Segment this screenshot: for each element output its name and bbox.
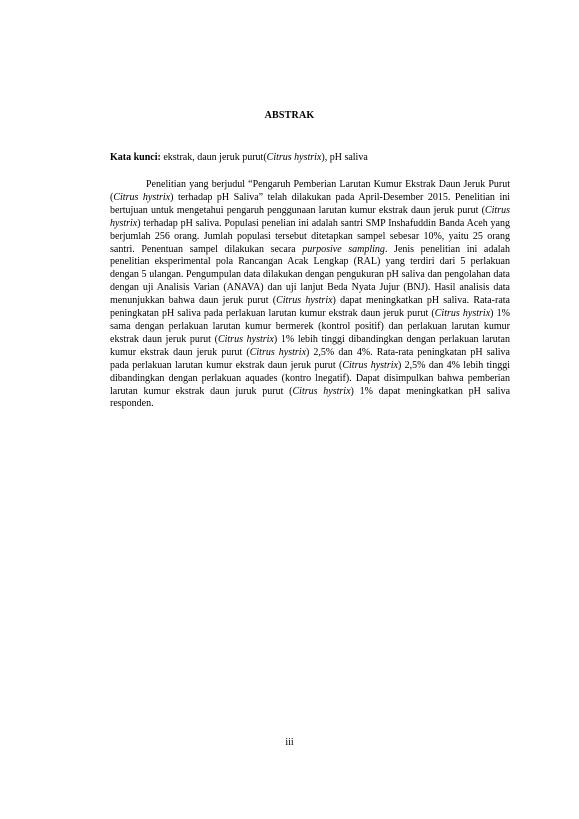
abstract-text-run: ) 1% sama dengan perlakuan larutan kumur bermerek (kontrol positif) dan perlakuan larutan kumur ekstrak daun jeruk purut (	[110, 308, 510, 345]
abstract-text-run: ) 2,5% dan 4%. Rata-rata peningkatan pH saliva pada perlakuan larutan kumur ekstrak daun jeruk purut (	[110, 346, 510, 371]
abstract-italic-term: Citrus hystrix	[292, 385, 351, 397]
abstract-italic-term: Citrus hystrix	[434, 308, 491, 320]
abstract-text-run: ) 1% dapat meningkatkan pH saliva responden.	[110, 385, 511, 410]
abstract-italic-term: Citrus hystrix	[110, 204, 510, 229]
abstract-italic-term: Citrus hystrix	[276, 295, 333, 307]
page-title: ABSTRAK	[264, 110, 315, 121]
abstract-text-run: ) dapat meningkatkan pH saliva. Rata-rata peningkatan pH saliva pada perlakuan larutan kumur ekstrak daun jeruk purut (	[110, 295, 510, 320]
abstract-text-run: Penelitian yang berjudul “Pengaruh Pemberian Larutan Kumur Ekstrak Daun Jeruk Purut (	[110, 179, 510, 203]
abstract-text-run: ) terhadap pH Saliva” telah dilakukan pada April-Desember 2015. Penelitian ini bertujuan untuk mengetahui pengaruh penggunaan larutan kumur ekstrak daun jeruk purut (	[110, 191, 511, 216]
abstract-text-run: ) 1% lebih tinggi dibandingkan dengan perlakuan larutan kumur ekstrak daun jeruk purut (	[110, 333, 510, 358]
abstract-italic-term: Citrus hystrix	[342, 359, 398, 371]
keywords-line	[110, 151, 510, 164]
keywords-label: Kata kunci:	[110, 152, 161, 163]
keywords-italic-term: Citrus hystrix	[266, 152, 322, 163]
abstract-text-run: . Jenis penelitian ini adalah penelitian eksperimental pola Rancangan Acak Lengkap (RAL) yang terdiri dari 5 perlakuan dengan 5 ulangan. Pengumpulan data dilakukan dengan pengukuran pH saliva dan pengolahan data dengan uji Analisis Varian (ANAVA) dan uji lanjut Beda Nyata Jujur (BNJ). Hasil analisis data menunjukkan bahwa daun jeruk purut (	[110, 243, 510, 307]
abstract-text-run: ) terhadap pH saliva. Populasi penelian ini adalah santri SMP Inshafuddin Banda Aceh yang berjumlah 256 orang. Jumlah populasi tersebut ditetapkan sampel sebesar 10%, yaitu 25 orang santri. Penentuan sampel dilakukan secara	[110, 217, 510, 255]
abstract-italic-term: Citrus hystrix	[113, 191, 171, 203]
keywords-text-run: ekstrak, daun jeruk purut(	[160, 152, 267, 163]
abstract-italic-term: Citrus hystrix	[217, 333, 274, 345]
abstract-italic-term: purposive sampling	[302, 243, 385, 255]
keywords-text-run: ), pH saliva	[321, 152, 368, 163]
page-number: iii	[285, 737, 294, 748]
keywords-text	[161, 152, 368, 163]
abstract-italic-term: Citrus hystrix	[249, 346, 307, 358]
abstract-text-run: ) 2,5% dan 4% lebih tinggi dibandingkan dengan perlakuan aquades (kontro lnegatif). Dapat disimpulkan bahwa pemberian larutan kumur ekstrak daun juruk purut (	[110, 359, 510, 397]
abstract-paragraph	[110, 179, 510, 411]
